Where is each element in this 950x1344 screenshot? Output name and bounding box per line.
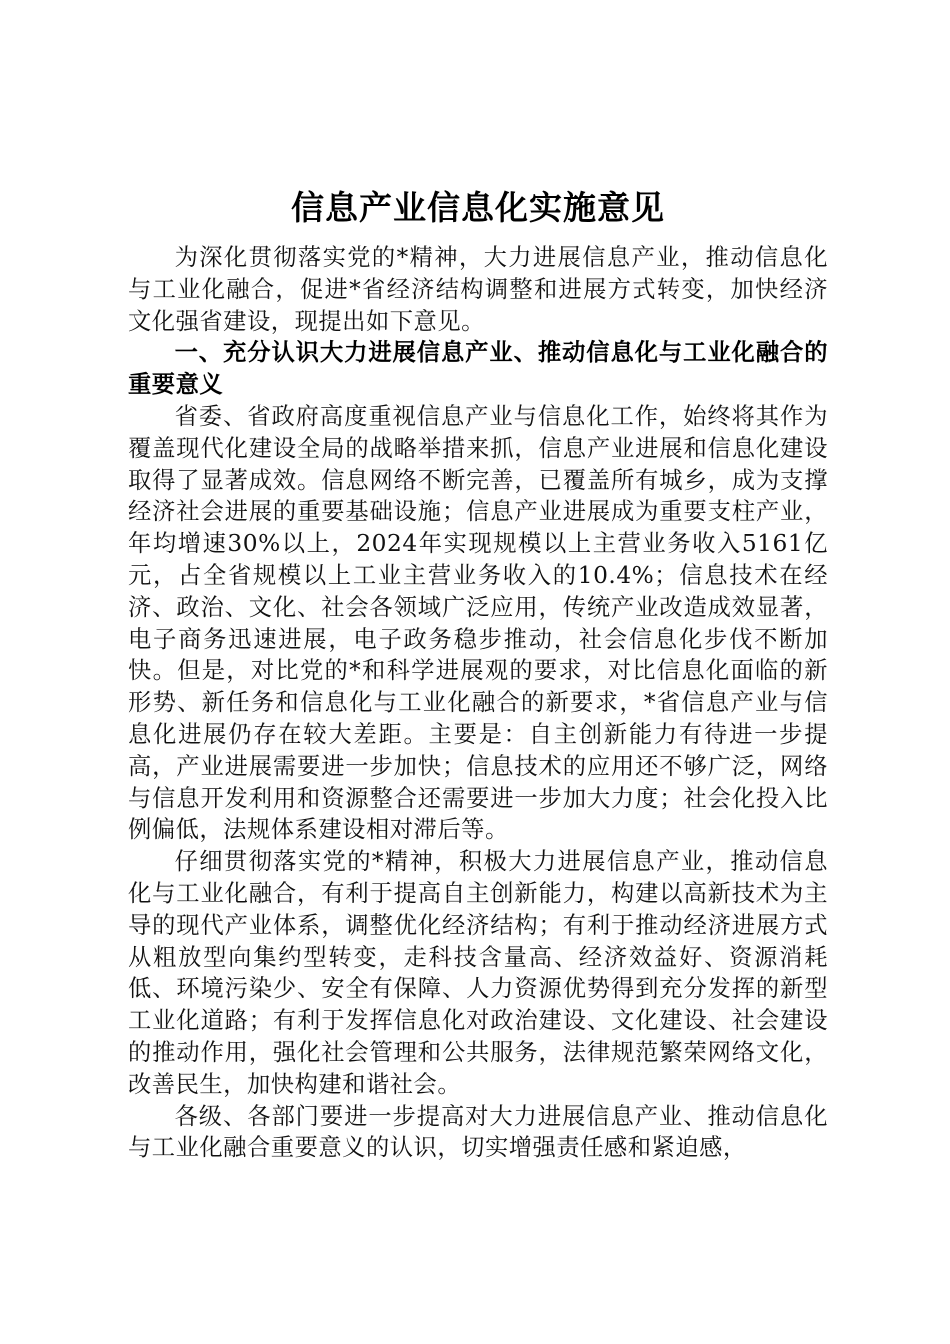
body-paragraph: 省委、省政府高度重视信息产业与信息化工作，始终将其作为覆盖现代化建设全局的战略举措来抓，信息产业进展和信息化建设取得了显著成效。信息网络不断完善，已覆盖所有城乡，成为支撑经济社会进展的重要基础设施；信息产业进展成为重要支柱产业，年均增速30%以上，2024年实现规模以上主营业务收入5161亿元，占全省规模以上工业主营业务收入的10.4%；信息技术在经济、政治、文化、社会各领域广泛应用，传统产业改造成效显著，电子商务迅速进展，电子政务稳步推动，社会信息化步伐不断加快。但是，对比党的*和科学进展观的要求，对比信息化面临的新形势、新任务和信息化与工业化融合的新要求，*省信息产业与信息化进展仍存在较大差距。主要是：自主创新能力有待进一步提高，产业进展需要进一步加快；信息技术的应用还不够广泛，网络与信息开发利用和资源整合还需要进一步加大力度；社会化投入比例偏低，法规体系建设相对滞后等。 (128, 402, 828, 844)
document-page (128, 182, 828, 1164)
document-title: 信息产业信息化实施意见 (291, 188, 665, 227)
section-heading: 一、充分认识大力进展信息产业、推动信息化与工业化融合的重要意义 (128, 339, 828, 399)
body-paragraph: 各级、各部门要进一步提高对大力进展信息产业、推动信息化与工业化融合重要意义的认识，切实增强责任感和紧迫感， (128, 1102, 828, 1162)
intro-paragraph: 为深化贯彻落实党的*精神，大力进展信息产业，推动信息化与工业化融合，促进*省经济结构调整和进展方式转变，加快经济文化强省建设，现提出如下意见。 (128, 244, 828, 335)
body-paragraph: 仔细贯彻落实党的*精神，积极大力进展信息产业，推动信息化与工业化融合，有利于提高自主创新能力，构建以高新技术为主导的现代产业体系，调整优化经济结构；有利于推动经济进展方式从粗放型向集约型转变，走科技含量高、经济效益好、资源消耗低、环境污染少、安全有保障、人力资源优势得到充分发挥的新型工业化道路；有利于发挥信息化对政治建设、文化建设、社会建设的推动作用，强化社会管理和公共服务，法律规范繁荣网络文化，改善民生，加快构建和谐社会。 (128, 848, 828, 1098)
